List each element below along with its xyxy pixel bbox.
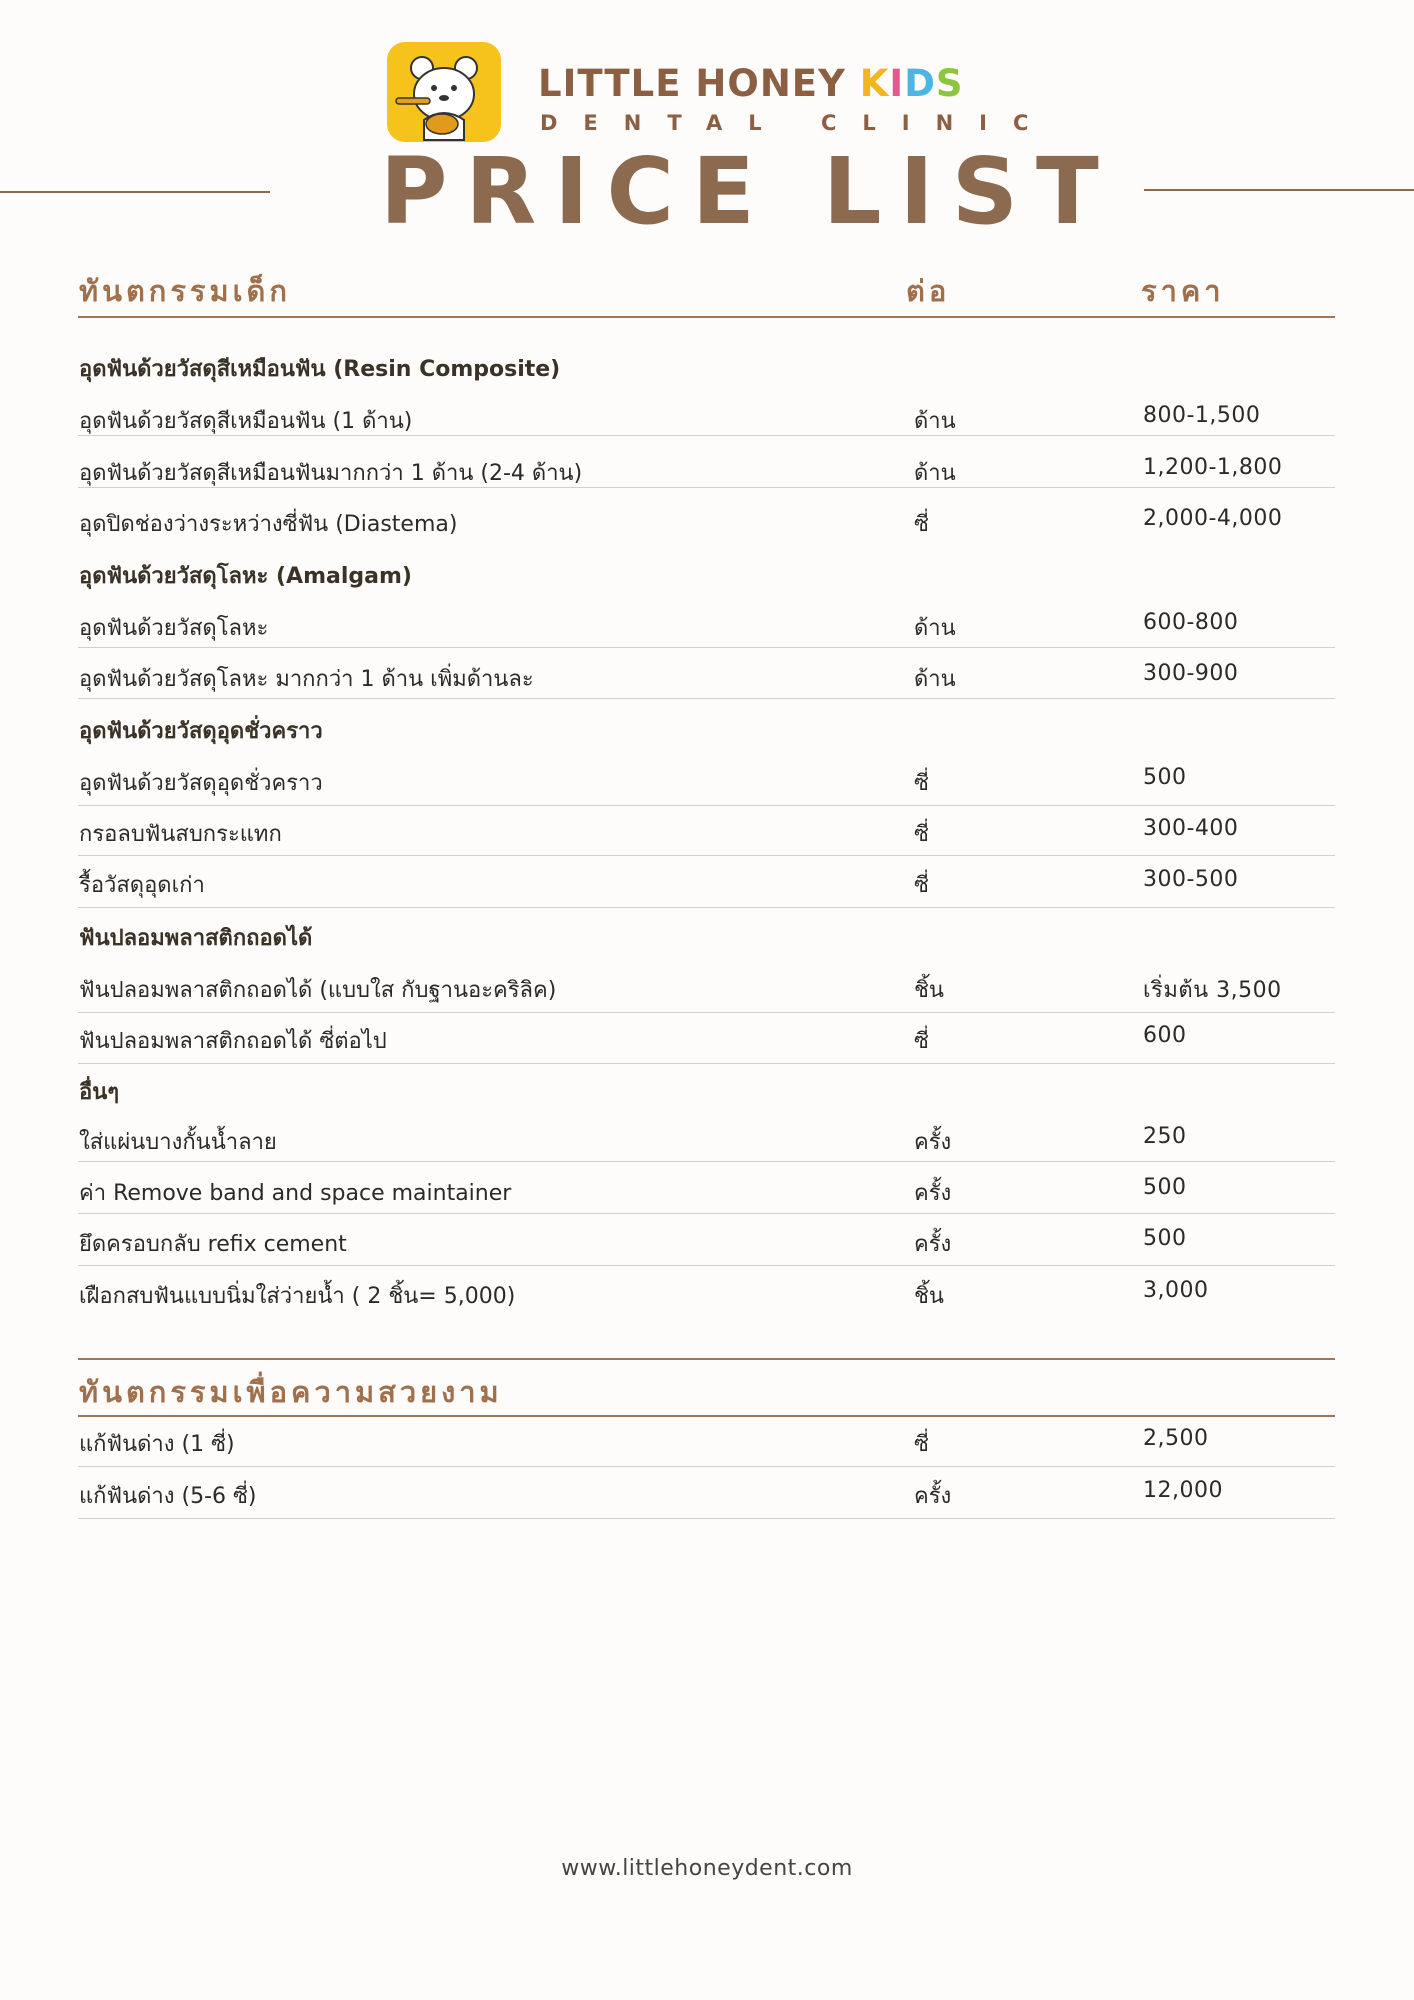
price-row-item: แก้ฟันด่าง (5-6 ซี่) (79, 1484, 257, 1509)
price-row-item: อุดฟันด้วยวัสดุสีเหมือนฟันมากกว่า 1 ด้าน (2-4 ด้าน) (79, 461, 583, 486)
row-divider (78, 698, 1335, 699)
row-divider (78, 855, 1335, 856)
price-row-item: อุดฟันด้วยวัสดุอุดชั่วคราว (79, 771, 323, 796)
price-row-unit: ชิ้น (914, 1284, 944, 1309)
price-row-unit: ด้าน (914, 461, 956, 486)
row-divider (78, 487, 1335, 488)
price-row-unit: ซี่ (914, 1029, 929, 1054)
row-divider (78, 1213, 1335, 1214)
price-row-unit: ด้าน (914, 616, 956, 641)
price-row-price: 250 (1143, 1124, 1187, 1149)
price-row-item: ค่า Remove band and space maintainer (79, 1181, 512, 1206)
price-row-item: รื้อวัสดุอุดเก่า (79, 873, 205, 898)
row-divider (78, 1012, 1335, 1013)
price-row-item: ฟันปลอมพลาสติกถอดได้ ซี่ต่อไป (79, 1029, 387, 1054)
pediatric-header-price: ราคา (1141, 274, 1225, 308)
price-row-item: เฝือกสบฟันแบบนิ่มใส่ว่ายน้ำ ( 2 ชิ้น= 5,000) (79, 1284, 516, 1309)
section-title-denture: ฟันปลอมพลาสติกถอดได้ (79, 926, 313, 951)
row-divider (78, 647, 1335, 648)
price-row-item: ใส่แผ่นบางกั้นน้ำลาย (79, 1130, 277, 1155)
price-row-unit: ชิ้น (914, 978, 944, 1003)
price-row-unit: ด้าน (914, 409, 956, 434)
price-row-item: ฟันปลอมพลาสติกถอดได้ (แบบใส กับฐานอะคริลิค) (79, 978, 557, 1003)
price-row-item: อุดปิดช่องว่างระหว่างซี่ฟัน (Diastema) (79, 512, 458, 537)
price-row-item: ยึดครอบกลับ refix cement (79, 1232, 347, 1257)
row-divider (78, 435, 1335, 436)
brand-kids: KIDS (859, 62, 964, 105)
price-row-price: 500 (1143, 765, 1187, 790)
price-row-price: 500 (1143, 1175, 1187, 1200)
price-row-unit: ซี่ (914, 873, 929, 898)
price-row-item: อุดฟันด้วยวัสดุโลหะ มากกว่า 1 ด้าน เพิ่มด้านละ (79, 667, 534, 692)
price-row-price: 3,000 (1143, 1278, 1209, 1303)
price-row-unit: ซี่ (914, 512, 929, 537)
price-row-price: 600-800 (1143, 610, 1239, 635)
clinic-logo (386, 42, 1055, 142)
price-row-price: 12,000 (1143, 1478, 1223, 1503)
price-row-price: 600 (1143, 1023, 1187, 1048)
cosmetic-top-divider (78, 1358, 1335, 1360)
title-divider-right (1144, 189, 1414, 191)
price-row-unit: ครั้ง (914, 1130, 952, 1155)
price-row-item: อุดฟันด้วยวัสดุโลหะ (79, 616, 269, 641)
row-divider (78, 1518, 1335, 1519)
row-divider (78, 1265, 1335, 1266)
price-row-price: 2,000-4,000 (1143, 506, 1283, 531)
section-title-resin: อุดฟันด้วยวัสดุสีเหมือนฟัน (Resin Composite) (79, 357, 561, 382)
price-row-price: 300-900 (1143, 661, 1239, 686)
cosmetic-header: ทันตกรรมเพื่อความสวยงาม (79, 1375, 503, 1409)
footer-website-link[interactable]: www.littlehoneydent.com (561, 1856, 853, 1881)
price-row-unit: ด้าน (914, 667, 956, 692)
row-divider (78, 1063, 1335, 1064)
section-title-amalgam: อุดฟันด้วยวัสดุโลหะ (Amalgam) (79, 564, 412, 589)
bear-honey-icon (386, 42, 502, 144)
title-divider-left (0, 191, 270, 193)
price-row-unit: ซี่ (914, 1432, 929, 1457)
price-row-price: 800-1,500 (1143, 403, 1261, 428)
price-row-item: อุดฟันด้วยวัสดุสีเหมือนฟัน (1 ด้าน) (79, 409, 413, 434)
pediatric-header-treatment: ทันตกรรมเด็ก (79, 274, 291, 308)
price-row-price: เริ่มต้น 3,500 (1143, 978, 1282, 1003)
pediatric-header-per: ต่อ (906, 274, 951, 308)
row-divider (78, 805, 1335, 806)
row-divider (78, 1161, 1335, 1162)
price-row-unit: ครั้ง (914, 1484, 952, 1509)
price-row-item: กรอลบฟันสบกระแทก (79, 822, 282, 847)
price-row-item: แก้ฟันด่าง (1 ซี่) (79, 1432, 235, 1457)
brand-little-honey: LITTLE HONEY (538, 62, 846, 105)
section-title-others: อื่นๆ (79, 1080, 120, 1105)
price-row-unit: ครั้ง (914, 1232, 952, 1257)
pediatric-header-divider (78, 316, 1335, 318)
price-row-price: 1,200-1,800 (1143, 455, 1283, 480)
brand-subtitle: DENTAL CLINIC (540, 111, 1055, 135)
price-row-unit: ซี่ (914, 822, 929, 847)
row-divider (78, 1466, 1335, 1467)
price-row-unit: ครั้ง (914, 1181, 952, 1206)
section-title-temporary: อุดฟันด้วยวัสดุอุดชั่วคราว (79, 719, 323, 744)
page-title: PRICE LIST (380, 138, 1117, 245)
price-row-price: 2,500 (1143, 1426, 1209, 1451)
price-row-price: 300-500 (1143, 867, 1239, 892)
brand-name (538, 62, 964, 105)
price-row-price: 500 (1143, 1226, 1187, 1251)
price-row-price: 300-400 (1143, 816, 1239, 841)
price-row-unit: ซี่ (914, 771, 929, 796)
row-divider (78, 907, 1335, 908)
cosmetic-header-divider (78, 1415, 1335, 1417)
